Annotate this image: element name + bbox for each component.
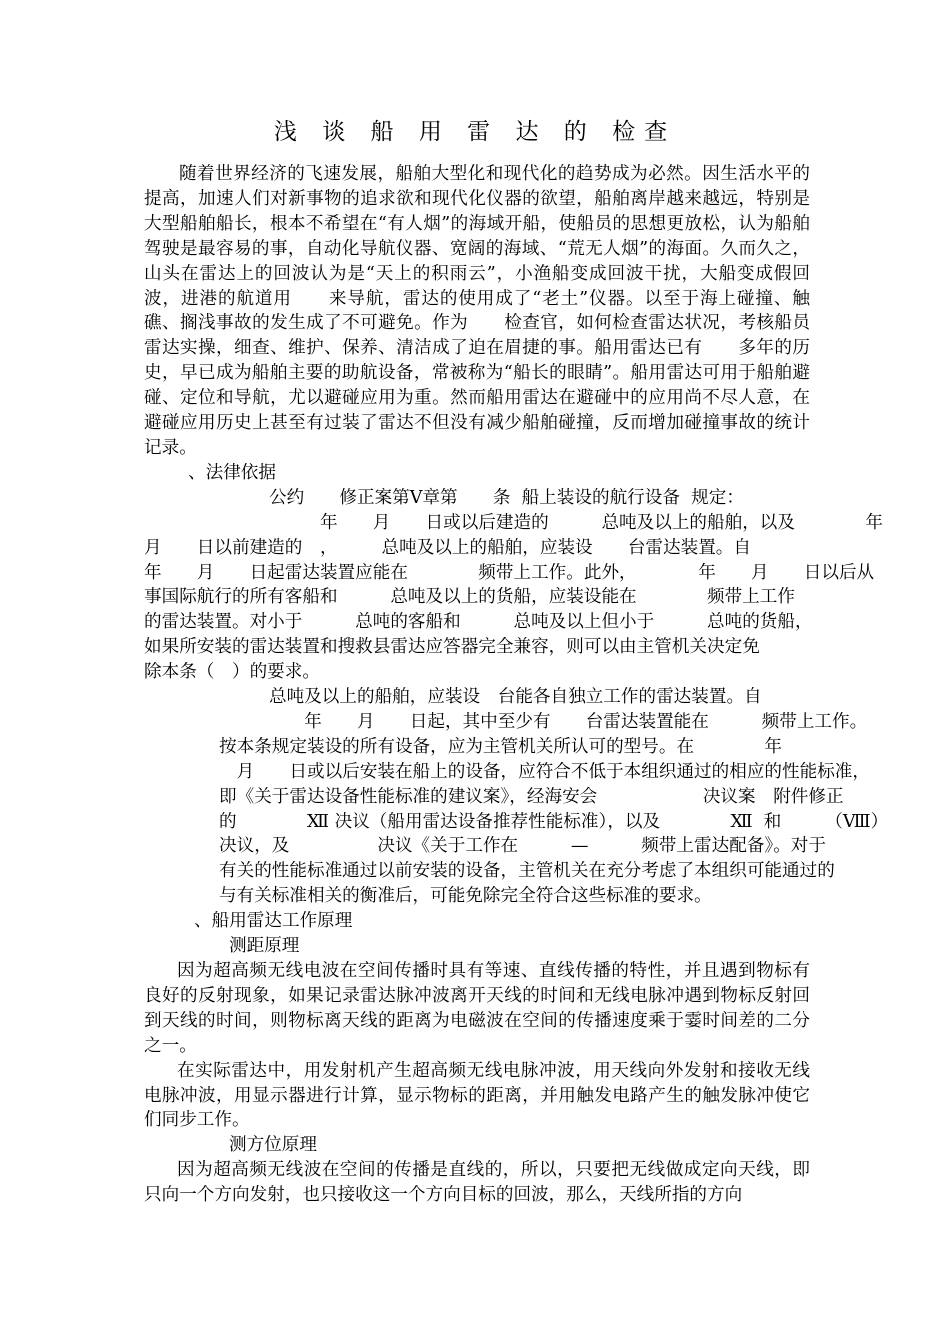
section-heading-working-principle: 、船用雷达工作原理 <box>194 911 353 932</box>
regulation-clause-1: 年 月 日或以后建造的 总吨及以上的船舶，以及 年 月 日以前建造的 ， 总吨及以上的船舶，应装设 台雷达装置。自 年 月 日起雷达装置应能在 频带上工作。此外， 年 月 日以后从 事国际航行的所有客船和 总吨及以上的货船，应装设能在 频带上工作 的雷达装置。对小于 总吨的客船和 总吨及以上但小于 总吨的货船， 如果所安装的雷达装置和搜救县雷达应答器完全兼容，则可以由主管机关决定免 除本条（ ）的要求。 <box>144 512 883 683</box>
regulation-clause-2: 总吨及以上的船舶，应装设 台能各自独立工作的雷达装置。自 年 月 日起，其中至少有 台雷达装置能在 频带上工作。 <box>269 687 868 732</box>
section-heading-legal-basis: 、法律依据 <box>188 462 276 483</box>
convention-reference: 公约 修正案第Ⅴ章第 条 船上装设的航行设备 规定： <box>269 487 744 508</box>
ranging-paragraph-2: 在实际雷达中，用发射机产生超高频无线电脉冲波，用天线向外发射和接收无线电脉冲波，用显示器进行计算，显示物标的距离，并用触发电路产生的触发脉冲使它们同步工作。 <box>144 1060 810 1131</box>
bearing-paragraph-1: 因为超高频无线波在空间的传播是直线的，所以，只要把无线做成定向天线，即只向一个方向发射，也只接收这一个方向目标的回波，那么，天线所指的方向 <box>144 1160 810 1206</box>
document-title: 浅 谈 船 用 雷 达 的 检查 <box>273 119 677 145</box>
subheading-ranging-principle: 测距原理 <box>229 936 300 957</box>
ranging-paragraph-1: 因为超高频无线电波在空间传播时具有等速、直线传播的特性，并且遇到物标有良好的反射现象，如果记录雷达脉冲波离开天线的时间和无线电脉冲遇到物标反射回到天线的时间，则物标离天线的距离为电磁波在空间的传播速度乘于霎时间差的二分之一。 <box>144 961 810 1056</box>
subheading-bearing-principle: 测方位原理 <box>229 1135 317 1156</box>
document-body <box>144 162 889 1208</box>
intro-paragraph: 随着世界经济的飞速发展，船舶大型化和现代化的趋势成为必然。因生活水平的提高，加速人们对新事物的追求欲和现代化仪器的欲望，船舶离岸越来越远，特别是大型船舶船长，根本不希望在“有人烟”的海域开船，使船员的思想更放松，认为船舶驾驶是最容易的事，自动化导航仪器、宽阔的海域、“荒无人烟”的海面。久而久之，山头在雷达上的回波认为是“天上的积雨云”，小渔船变成回波干扰，大船变成假回波，进港的航道用 来导航，雷达的使用成了“老土”仪器。以至于海上碰撞、触礁、搁浅事故的发生成了不可避免。作为 检查官，如何检查雷达状况，考核船员雷达实操，细查、维护、保养、清洁成了迫在眉捷的事。船用雷达已有 多年的历史，早已成为船舶主要的助航设备，常被称为“船长的眼睛”。船用雷达可用于船舶避碰、定位和导航，尤以避碰应用为重。然而船用雷达在避碰中的应用尚不尽人意，在避碰应用历史上甚至有过装了雷达不但没有减少船舶碰撞，反而增加碰撞事故的统计记录。 <box>144 164 810 458</box>
regulation-clause-3: 按本条规定装设的所有设备，应为主管机关所认可的型号。在 年 月 日或以后安装在船上的设备，应符合不低于本组织通过的相应的性能标准， 即《关于雷达设备性能标准的建议案》，经海安会 决议案 附件修正 的 Ⅻ 决议（船用雷达设备推荐性能标准），以及 Ⅻ 和 （Ⅷ） 决议，及 决议《关于工作在 — 频带上雷达配备》。对于 有关的性能标准通过以前安装的设备，主管机关在充分考虑了本组织可能通过的 与有关标准相关的衡准后，可能免除完全符合这些标准的要求。 <box>219 736 889 907</box>
